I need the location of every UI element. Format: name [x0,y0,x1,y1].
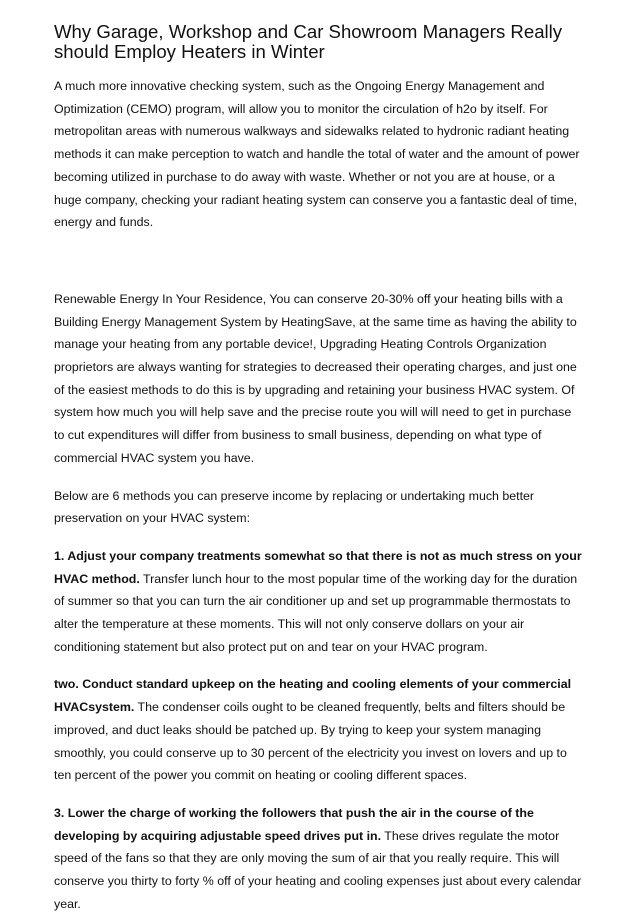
document-page [54,22,582,916]
tip-3-body: These drives regulate the motor speed of the fans so that they are only moving the sum of air that you really require. This will conserve you thirty to forty % off of your heating and cooling expenses just about every calendar year. [54,828,582,911]
tip-2-heading: two. Conduct standard upkeep on the heating and cooling elements of your commercial HVACsystem. [54,677,572,715]
tip-1-body: Transfer lunch hour to the most popular time of the working day for the duration of summer so that you can turn the air conditioner up and set up programmable thermostats to alter the temperature at these moments. This will not only conserve dollars on your air conditioning statement but also protect put on and tear on your HVAC program. [54,571,578,654]
tip-3-heading: 3. Lower the charge of working the followers that push the air in the course of the developing by acquiring adjustable speed drives put in. [54,805,534,843]
intro-paragraph: A much more innovative checking system, such as the Ongoing Energy Management and Optimization (CEMO) program, will allow you to monitor the circulation of h2o by itself. For metropolitan areas with numerous walkways and sidewalks related to hydronic radiant heating methods it can make perception to watch and handle the total of water and the amount of power becoming utilized in purchase to do away with waste. Whether or not you are at house, or a huge company, checking your radiant heating system can conserve you a fantastic deal of time, energy and funds. [54,79,580,230]
renewable-energy-paragraph: Renewable Energy In Your Residence, You can conserve 20-30% off your heating bills with a Building Energy Management System by HeatingSave, at the same time as having the ability to manage your heating from any portable device!, Upgrading Heating Controls Organization proprietors are always wanting for strategies to decreased their operating charges, and just one of the easiest methods to do this is by upgrading and retaining your business HVAC system. Of system how much you will help save and the precise route you will will need to get in purchase to cut expenditures will differ from business to small business, depending on what type of commercial HVAC system you have. [54,291,577,465]
tip-1-heading: 1. Adjust your company treatments somewhat so that there is not as much stress on your HVAC method. [54,548,582,586]
article-title: Why Garage, Workshop and Car Showroom Managers Really should Employ Heaters in Winter [54,21,563,62]
methods-lead-in: Below are 6 methods you can preserve income by replacing or undertaking much better preservation on your HVAC system: [54,488,535,526]
tip-3-paragraph [54,802,582,916]
tip-1-paragraph [54,545,582,659]
tip-2-body: The condenser coils ought to be cleaned frequently, belts and filters should be improved, and duct leaks should be patched up. By trying to keep your system managing smoothly, you could conserve up to 30 percent of the electricity you invest on lovers and up to ten percent of the power you commit on heating or cooling different spaces. [54,700,567,783]
tip-2-paragraph [54,673,582,787]
